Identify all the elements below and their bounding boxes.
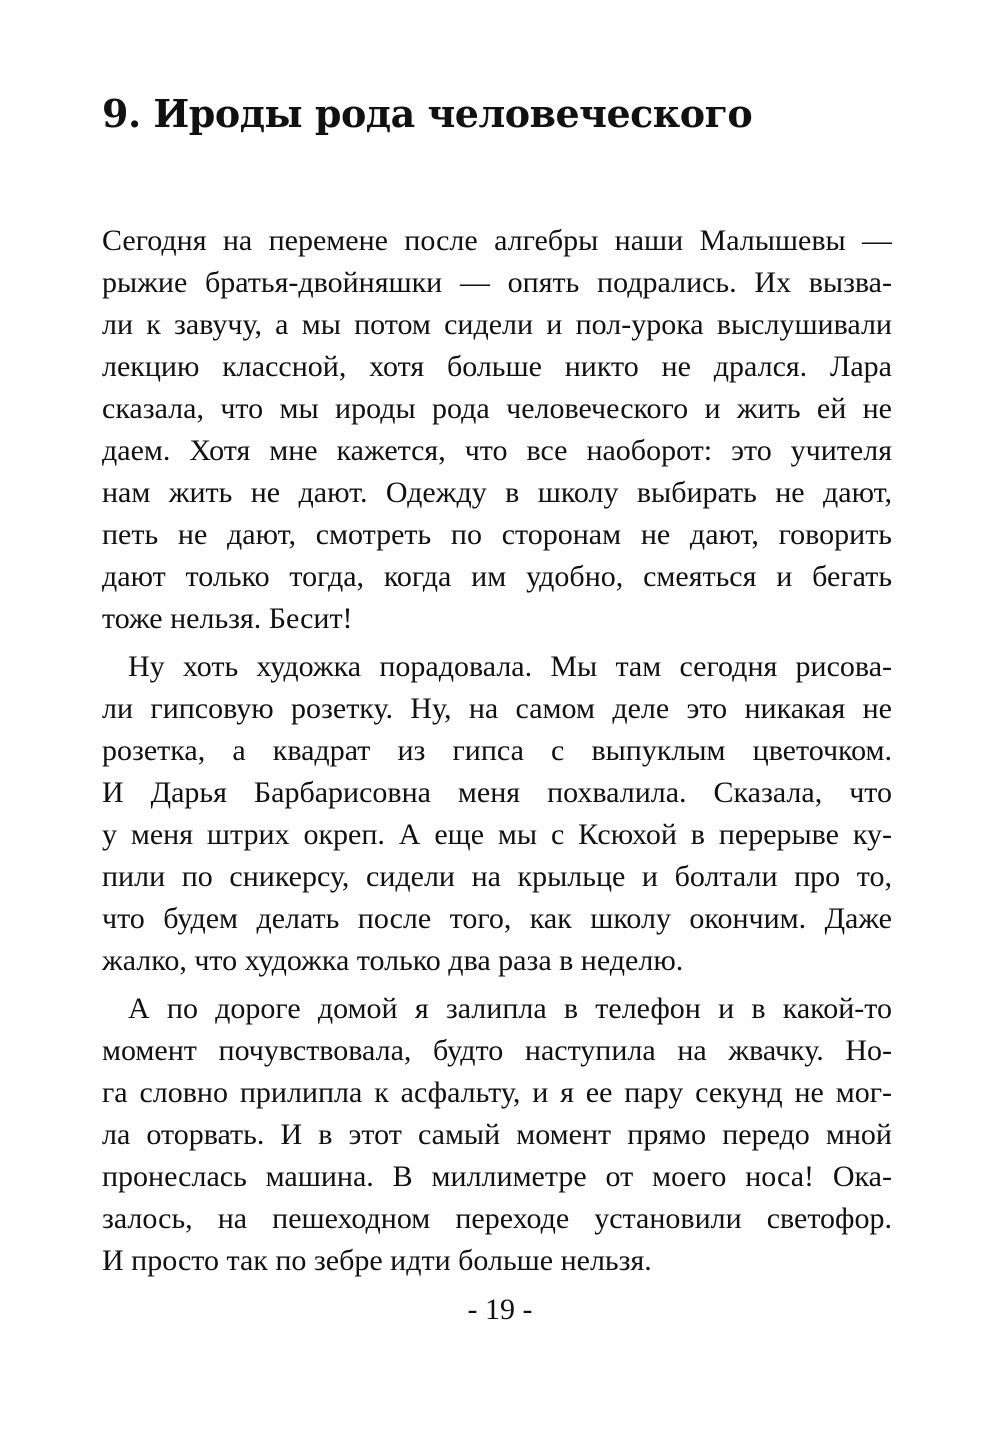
text-line: пронеслась машина. В миллиметре от моего носа! Ока- bbox=[102, 1160, 892, 1193]
text-line: момент почувствовала, будто наступила на жвачку. Но- bbox=[102, 1034, 892, 1067]
paragraph bbox=[102, 988, 892, 1282]
text-line: ла оторвать. И в этот самый момент прямо передо мной bbox=[102, 1118, 892, 1151]
text-line: сказала, что мы ироды рода человеческого и жить ей не bbox=[102, 392, 892, 425]
text-line: залось, на пешеходном переходе установили светофор. bbox=[102, 1202, 892, 1235]
text-line: га словно прилипла к асфальту, и я ее пару секунд не мог- bbox=[102, 1076, 892, 1109]
text-line: Сегодня на перемене после алгебры наши Малышевы — bbox=[102, 224, 892, 257]
text-line: А по дороге домой я залипла в телефон и в какой-то bbox=[128, 992, 892, 1025]
text-line: Ну хоть художка порадовала. Мы там сегодня рисова- bbox=[128, 650, 892, 683]
text-line: пили по сникерсу, сидели на крыльце и болтали про то, bbox=[102, 860, 892, 893]
text-line: ли гипсовую розетку. Ну, на самом деле это никакая не bbox=[102, 692, 892, 725]
paragraph bbox=[102, 646, 892, 982]
chapter-title: 9. Ироды рода человеческого bbox=[102, 91, 753, 136]
text-line: И просто так по зебре идти больше нельзя. bbox=[102, 1244, 652, 1277]
text-line: жалко, что художка только два раза в неделю. bbox=[102, 944, 684, 977]
text-line: ли к завучу, а мы потом сидели и пол-урока выслушивали bbox=[102, 308, 892, 341]
text-line: нам жить не дают. Одежду в школу выбирать не дают, bbox=[102, 476, 892, 509]
text-line: розетка, а квадрат из гипса с выпуклым цветочком. bbox=[102, 734, 892, 767]
text-line: И Дарья Барбарисовна меня похвалила. Сказала, что bbox=[102, 776, 892, 809]
paragraph bbox=[102, 220, 892, 640]
page-number: - 19 - bbox=[467, 1293, 533, 1326]
text-line: дают только тогда, когда им удобно, смеяться и бегать bbox=[102, 560, 892, 593]
text-line: лекцию классной, хотя больше никто не дрался. Лара bbox=[102, 350, 892, 383]
text-line: у меня штрих окреп. А еще мы с Ксюхой в перерыве ку- bbox=[102, 818, 892, 851]
text-line: тоже нельзя. Бесит! bbox=[102, 602, 353, 635]
text-line: рыжие братья-двойняшки — опять подрались. Их вызва- bbox=[102, 266, 892, 299]
chapter-body bbox=[102, 220, 892, 1288]
text-line: даем. Хотя мне кажется, что все наоборот: это учителя bbox=[102, 434, 892, 467]
text-line: что будем делать после того, как школу окончим. Даже bbox=[102, 902, 892, 935]
text-line: петь не дают, смотреть по сторонам не дают, говорить bbox=[102, 518, 892, 551]
